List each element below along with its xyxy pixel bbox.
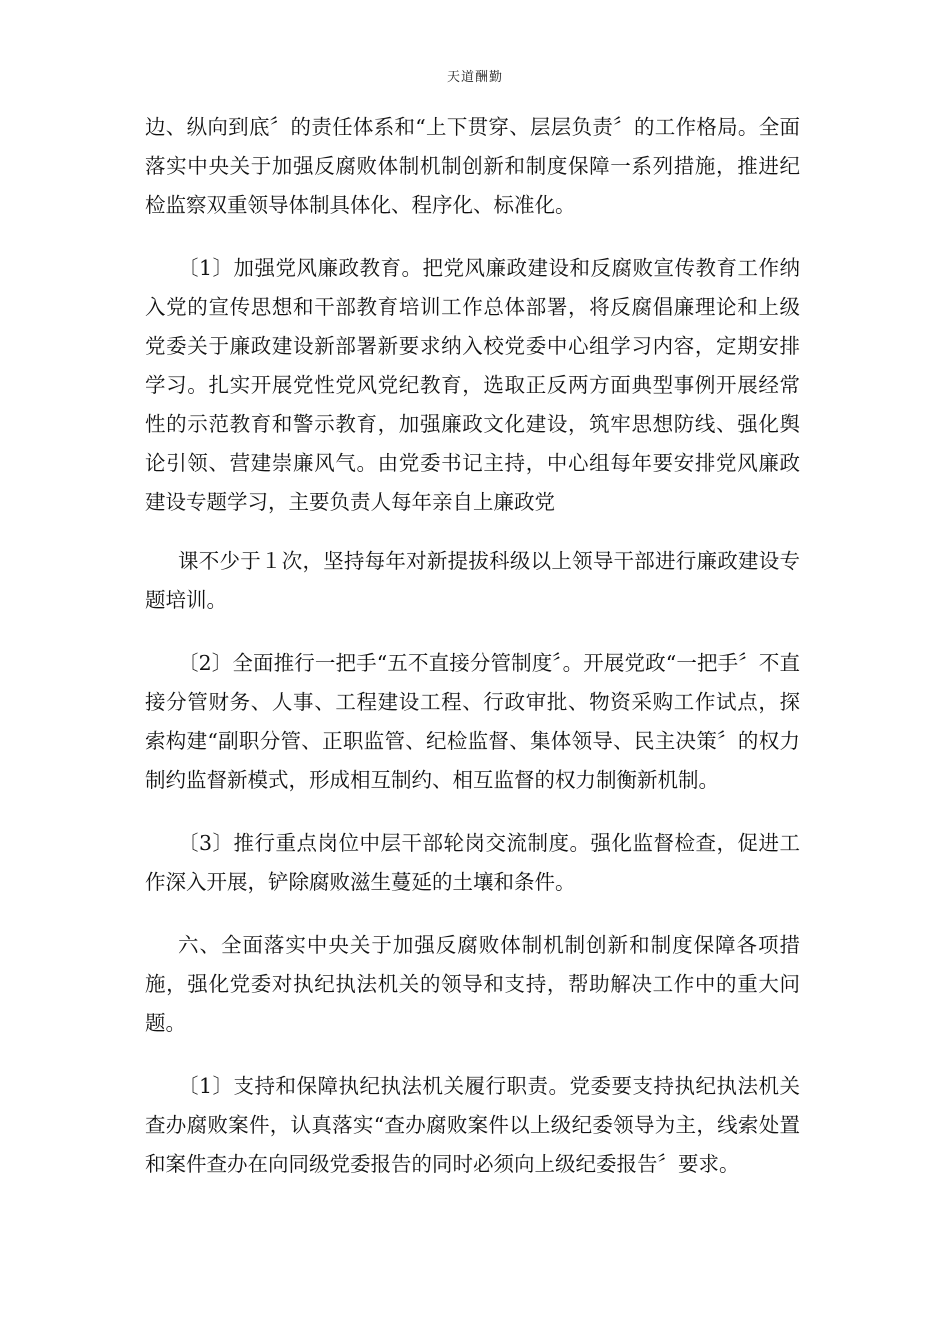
document-body (145, 108, 800, 1184)
paragraph-item-2-five-not-direct: 〔2〕全面推行一把手“五不直接分管制度〞。开展党政“一把手〞不直接分管财务、人事、工程建设工程、行政审批、物资采购工作试点，探索构建“副职分管、正职监管、纪检监督、集体领导、民主决策〞的权力制约监督新模式，形成相互制约、相互监督的权力制衡新机制。 (145, 651, 800, 792)
paragraph-section-six: 六、全面落实中央关于加强反腐败体制机制创新和制度保障各项措施，强化党委对执纪执法机关的领导和支持，帮助解决工作中的重大问题。 (145, 933, 800, 1035)
paragraph-item-1-education: 〔1〕加强党风廉政教育。把党风廉政建设和反腐败宣传教育工作纳入党的宣传思想和干部教育培训工作总体部署，将反腐倡廉理论和上级党委关于廉政建设新部署新要求纳入校党委中心组学习内容，定期安排学习。扎实开展党性党风党纪教育，选取正反两方面典型事例开展经常性的示范教育和警示教育，加强廉政文化建设，筑牢思想防线、强化舆论引领、营建崇廉风气。由党委书记主持，中心组每年要安排党风廉政建设专题学习，主要负责人每年亲自上廉政党 (145, 256, 800, 514)
paragraph-continuation: 边、纵向到底〞的责任体系和“上下贯穿、层层负责〞的工作格局。全面落实中央关于加强反腐败体制机制创新和制度保障一系列措施，推进纪检监察双重领导体制具体化、程序化、标准化。 (145, 115, 800, 217)
paragraph-section-six-item-1: 〔1〕支持和保障执纪执法机关履行职责。党委要支持执纪执法机关查办腐败案件，认真落实“查办腐败案件以上级纪委领导为主，线索处置和案件查办在向同级党委报告的同时必须向上级纪委报告〞要求。 (145, 1074, 800, 1176)
paragraph-education-continued: 课不少于１次，坚持每年对新提拔科级以上领导干部进行廉政建设专题培训。 (145, 549, 800, 612)
page-header: 天道酬勤 (446, 70, 503, 85)
paragraph-item-3-rotation: 〔3〕推行重点岗位中层干部轮岗交流制度。强化监督检查，促进工作深入开展，铲除腐败滋生蔓延的土壤和条件。 (145, 831, 800, 894)
